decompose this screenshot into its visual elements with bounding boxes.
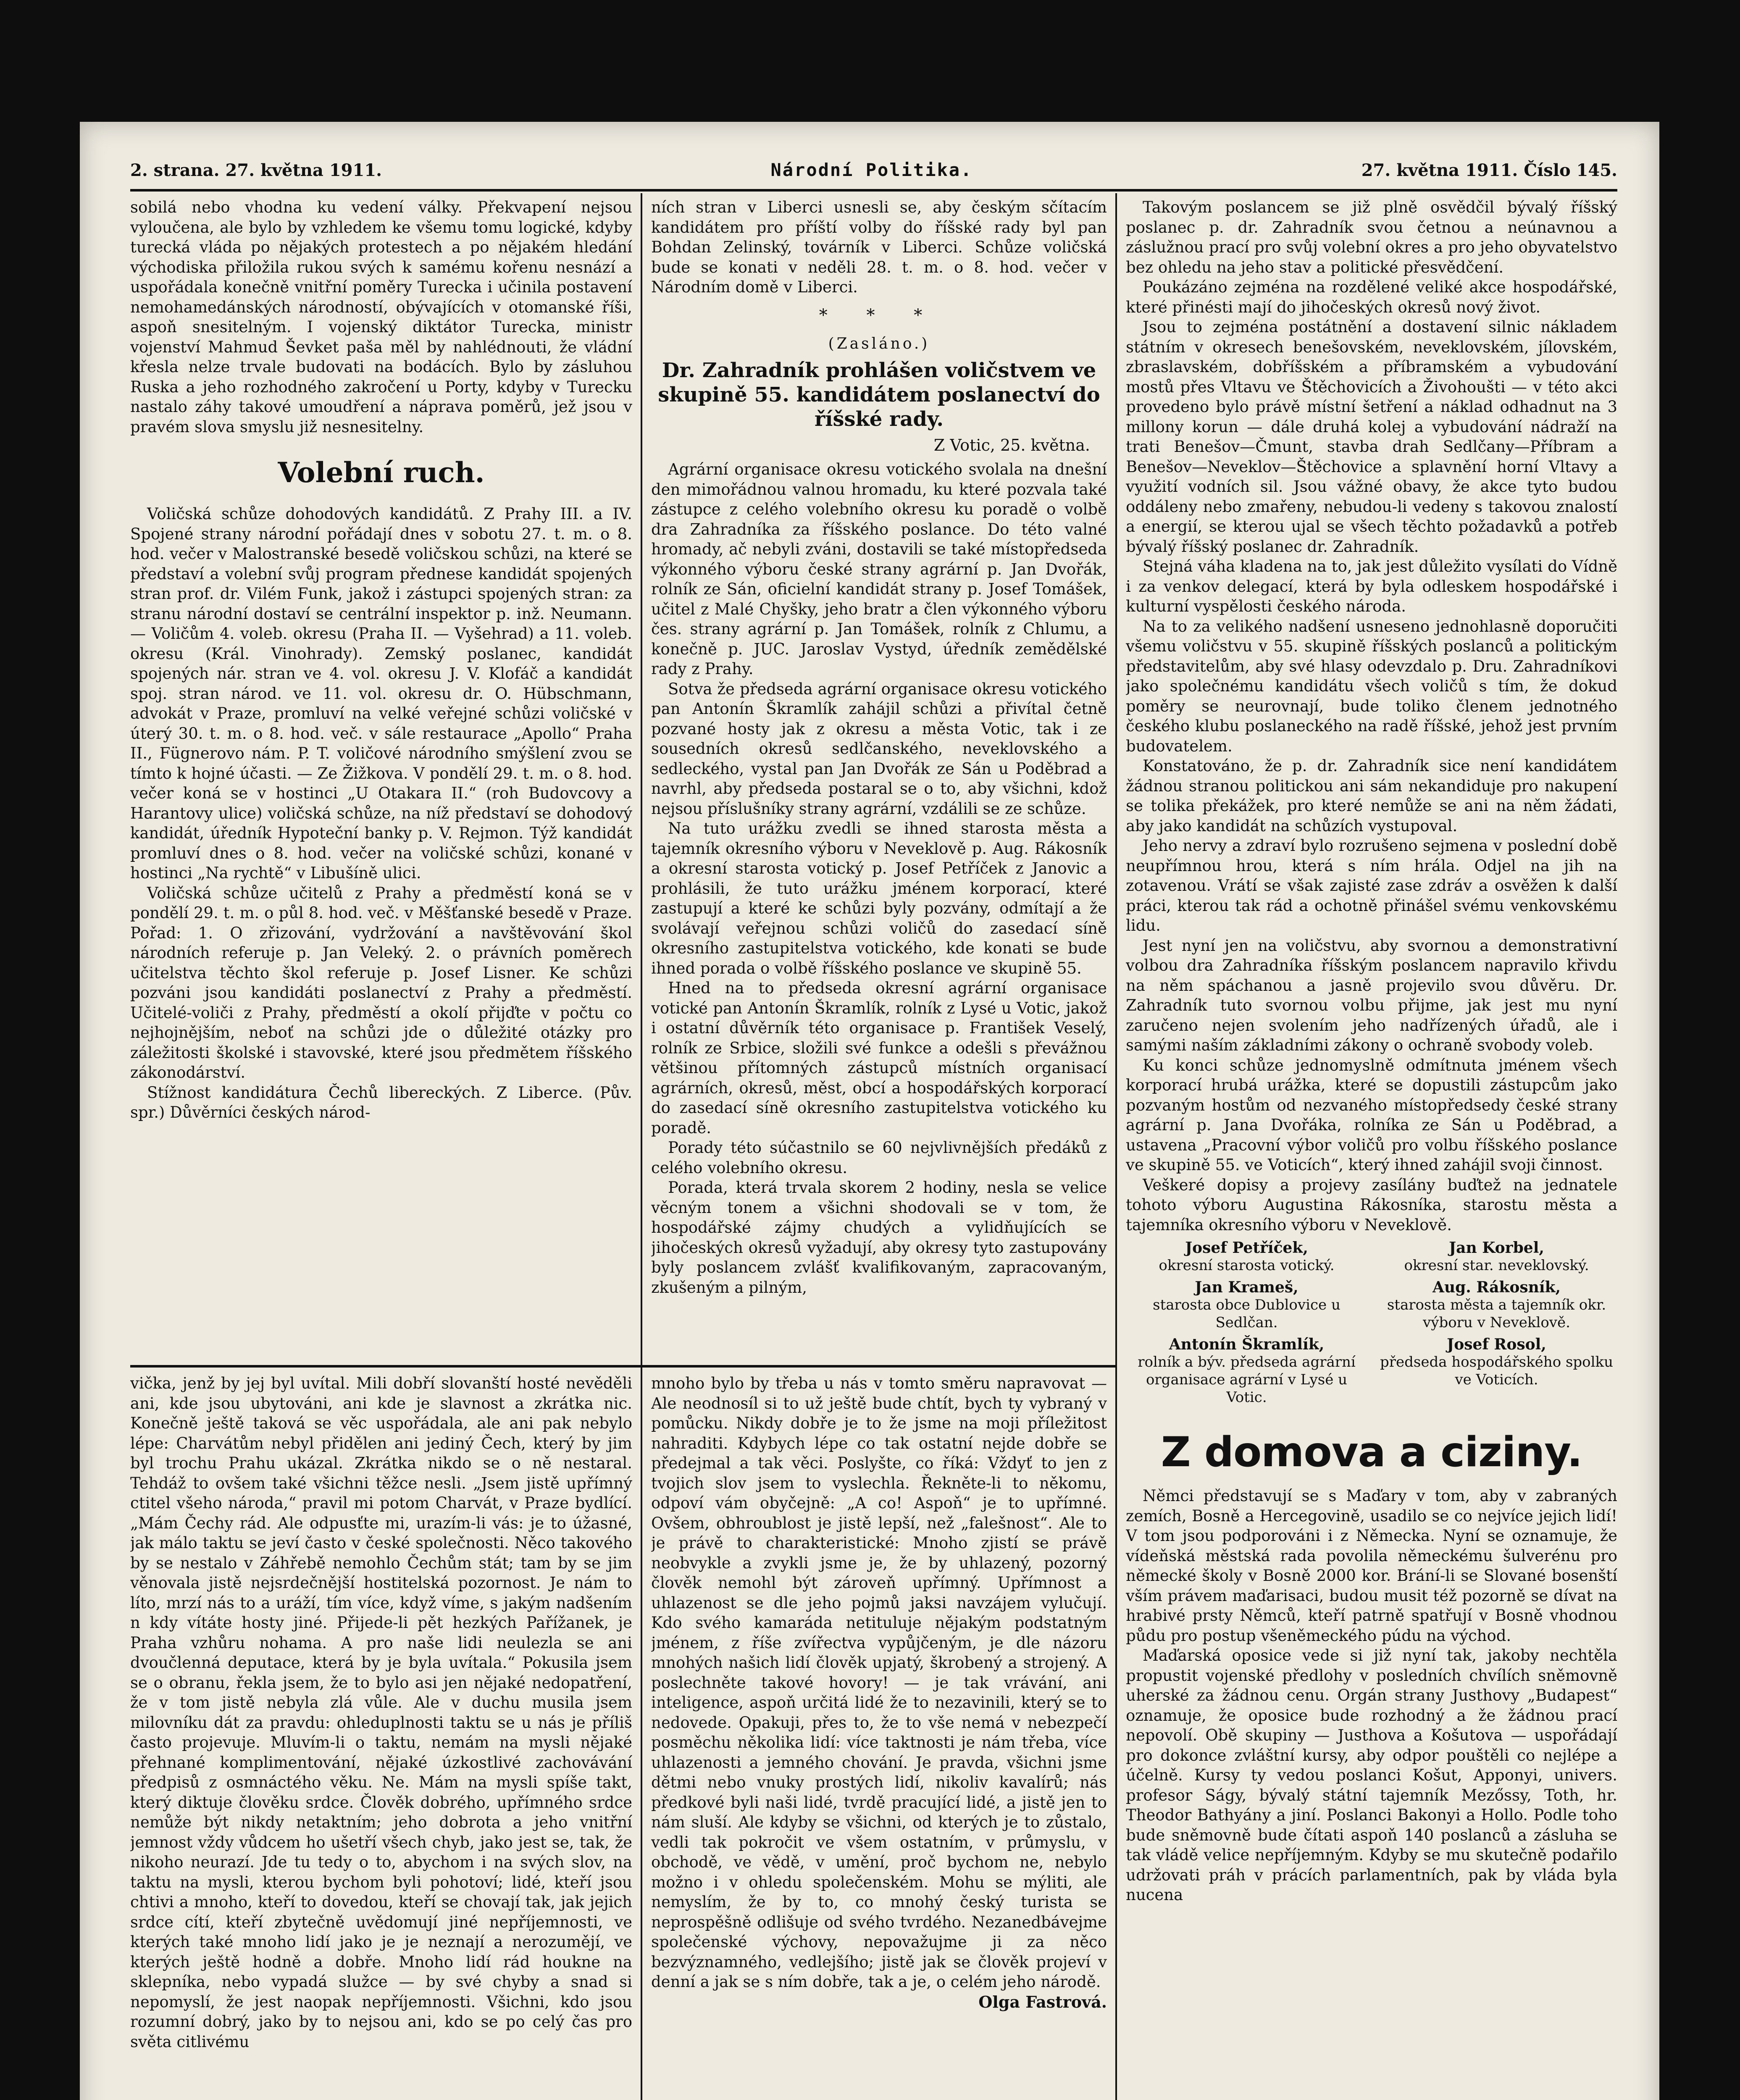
article-paragraph: Porada, která trvala skorem 2 hodiny, nesla se velice věcným tonem a všichni shodovali se v tom, že hospodářské zájmy chudých a vylidňujících se jihočeských okresů vyžadují, aby okresy tyto zastupovány byly poslancem zvlášť kvalifikovaným, zapracovaným, zkušeným a pilným, (651, 1179, 1107, 1297)
feuilleton-rule (130, 1365, 1115, 1368)
article-paragraph: Hned na to předseda okresní agrární organisace votické pan Antonín Škramlík, rolník z Lysé u Votic, jakož i ostatní důvěrník této organisace p. František Veselý, rolník ze Srbice, složili své funkce a odešli s převážnou většinou přítomných zástupců místních organisací agrárních, okresů, měst, obcí a hospodářských korporací do zasedací síně okresního zastupitelstva votického ku poradě. (651, 979, 1107, 1137)
signatory: Aug. Rákosník, starosta města a tajemník okr. výboru v Neveklově. (1387, 1278, 1606, 1331)
article-paragraph: Stejná váha kladena na to, jak jest důležito vysílati do Vídně i za venkov delegací, která by byla odleskem hospodářské i kulturní vyspělosti českého národa. (1126, 557, 1617, 615)
signatory: Josef Petříček, okresní starosta votický. (1159, 1239, 1335, 1274)
newspaper-title: Národní Politika. (770, 160, 973, 180)
column-2-feuilleton (651, 1373, 1107, 2100)
feuilleton-text: mnoho bylo by třeba u nás v tomto směru napravovat — Ale neodnosíl si to už ještě bude chtít, bych ty vybraný v pomůcku. Nikdy dobře je to že jsme na moji příležitost nahraditi. Kdybych lépe co tak ostatní nejde dobře se předejmal a tak věci. Poslyšte, co říká: Vždyť to jen z tvojich slov jsem to vyslechla. Řekněte-li to někomu, odpoví vám obyčejně: „A co! Aspoň“ je to upřímné. Ovšem, obhroublost je jistě lepší, než „falešnost“. Ale to je právě to charakteristické: Mnoho zjistí se právě neobvykle a zvykli jsme je, že by uhlazený, pozorný člověk nemohl být zároveň upřímný. Upřímnost a uhlazenost se dle jeho pojmů jaksi navzájem vylučují. Kdo svého kamaráda netituluje nějakým podstatným jménem, z říše zvířectva vypůjčeným, je dle názoru mnohých našich lidí člověk upjatý, škrobený a strojený. A poslechněte takové hovory! — je tak vrávání, ani inteligence, aspoň určitá lidé že to nezavinili, který se to nedovede. Opakuji, přes to, že to vše nemá v nebezpečí posměchu několika lidí: více taktnosti je nám třeba, více uhlazenosti a jemného chování. Je pravda, všichni jsme dětmi nebo vnuky prostých lidí, nikoliv kavalírů; nás předkové byli naši lidé, tvrdě pracující lidé, a jistě jen to nám sluší. Ale kdyby se všichni, od kterých je to zůstalo, vedli tak pokročit ve všem ostatním, v průmyslu, v obchodě, ve vědě, v umění, proč bychom ne, nebylo možno i v ohledu společenském. Mohu se mýliti, ale nemyslím, že by to, co mnohý český turista se neprospěšně odlišuje od svého tvrdého. Nezanedbávejme společenské výchovy, nepovažujme ji za něco bezvýznamného, vedlejšího; jistě jak se člověk projeví v denní a jak se s ním dobře, tak a je, o celém jeho národě. (651, 1374, 1107, 1991)
section-heading: Volební ruch. (278, 456, 485, 489)
zaslano-label: (Zasláno.) (828, 335, 930, 352)
header-rule (130, 189, 1617, 192)
article-paragraph: Stížnost kandidátura Čechů libereckých. Z Liberce. (Pův. spr.) Důvěrníci českých národ- (130, 1083, 632, 1121)
article-paragraph: Voličská schůze dohodových kandidátů. Z Prahy III. a IV. Spojené strany národní pořádají dnes v sobotu 27. t. m. o 8. hod. večer v Malostranské besedě voličskou schůzi, na které se představí a volební svůj program přednese kandidát spojených stran prof. dr. Vilém Funk, jakož i zástupci spojených stran: za stranu národní dostaví se centrální inspektor p. inž. Neumann. — Voličům 4. voleb. okresu (Praha II. — Vyšehrad) a 11. voleb. okresu (Král. Vinohrady). Zemský poslanec, kandidát spojených nár. stran ve 4. vol. okresu J. V. Klofáč a kandidát spoj. stran národ. ve 11. vol. okresu dr. O. Hübschmann, advokát v Praze, promluví na velké veřejné schůzi voličské v úterý 30. t. m. o 8. hod. več. v sále restaurace „Apollo“ Praha II., Fügnerovo nám. P. T. voličové národního smýšlení zvou se tímto k hojné účasti. — Ze Žižkova. V pondělí 29. t. m. o 8. hod. večer koná se v hostinci „U Otakara II.“ (roh Budovcovy a Harantovy ulice) voličská schůze, na níž představí se dohodový kandidát, úředník Hypoteční banky p. V. Rejmon. Týž kandidát promluví dnes o 8. hod. večer na voličské schůzi, konané v hostinci „Na rychtě“ v Libušíně ulici. (130, 505, 632, 882)
article-paragraph: Porady této súčastnilo se 60 nejvlivnějších předáků z celého volebního okresu. (651, 1139, 1107, 1177)
article-paragraph: Sotva že předseda agrární organisace okresu votického pan Antonín Škramlík zahájil schůzi a přivítal četně pozvané hosty jak z okresu a města Votic, tak i ze sousedních okresů sedlčanského, neveklovského a sedleckého, vystal pan Jan Dvořák ze Sán u Poděbrad a navrhl, aby předseda postaral se o to, aby všichni, kdož nejsou příslušníky strany agrární, vzdálili se ze schůze. (651, 680, 1107, 818)
column-3 (1126, 197, 1617, 2100)
header-right: 27. května 1911. Číslo 145. (1361, 160, 1617, 180)
column-1-feuilleton (130, 1373, 632, 2100)
signatory: Antonín Škramlík, rolník a býv. předseda agrární organisace agrární v Lysé u Votic. (1138, 1336, 1356, 1406)
separator-stars: * * * (819, 305, 939, 325)
article-paragraph: Jsou to zejména postátnění a dostavení silnic nákladem státním v okresech benešovském, neveklovském, jílovském, zbraslavském, dobříšském a příbramském a vybudování mostů přes Vltavu ve Štěchovicích a Živohoušti — v této akci provedeno bylo právě místní šetření a náklad odhadnut na 3 millony korun — dále druhá kolej a vybudování nádraží na trati Benešov—Čmunt, stavba drah Sedlčany—Příbram a Benešov—Neveklov—Štěchovice a splavnění horní Vltavy a využití vodních sil. Jsou vážné obavy, že akce tyto budou oddáleny nebo zmařeny, nebudou-li vedeny s takovou znalostí a energií, se kterou ujal se všech těchto požadavků a potřeb bývalý říšský poslanec dr. Zahradník. (1126, 318, 1617, 556)
article-text: sobilá nebo vhodna ku vedení války. Překvapení nejsou vyloučena, ale bylo by vzhledem ke všemu tomu logické, kdyby turecká vláda po nějakých protestech a po nějakém hledání východiska přiložila rukou svých k samému kořenu nesnází a uspořádala konečně vnitřní poměry Turecka i učinila postavení nemohamedánských národností, obývajících v otomanské říši, aspoň snesitelným. I vojenský diktátor Turecka, ministr vojenství Mahmud Ševket paša měl by nahlédnouti, že vládní křesla nelze trvale budovati na bodácích. Bylo by zásluhou Ruska a jeho rozhodného zakročení u Porty, kdyby v Turecku nastalo záhy takové umoudření a náprava poměrů, jež jsou v pravém slova smyslu již nesnesitelny. (130, 198, 632, 436)
article-paragraph: Jeho nervy a zdraví bylo rozrušeno sejmena v poslední době neupřímnou hrou, která s ním hrála. Odjel na jih na zotavenou. Vrátí se však zajisté zase zdráv a osvěžen k další práci, kterou tak rád a ochotně přinášel svému venkovskému lidu. (1126, 837, 1617, 934)
column-divider (641, 193, 642, 2100)
article-paragraph: Jest nyní jen na voličstvu, aby svornou a demonstrativní volbou dra Zahradníka říšským poslancem napravilo křivdu na něm spáchanou a jasně projevilo svou důvěru. Dr. Zahradník tuto svornou volbu přijme, jak jest mu nyní zaručeno nejen svolením jeho nadřízených úřadů, ale i samými naším základními zákony o ochraně svobody voleb. (1126, 936, 1617, 1054)
signatory: Jan Krameš, starosta obce Dublovice u Sedlčan. (1153, 1278, 1340, 1331)
section-banner: Z domova a ciziny. (1161, 1428, 1582, 1476)
signatory: Josef Rosol, předseda hospodářského spolku ve Voticích. (1380, 1336, 1614, 1388)
author-signature: Olga Fastrová. (978, 1992, 1107, 2011)
article-paragraph: Na tuto urážku zvedli se ihned starosta města a tajemník okresního výboru v Neveklově p. Aug. Rákosník a okresní starosta votický p. Josef Petříček z Janovic a prohlásili, že tuto urážku jménem korporací, které zastupují a které ke schůzi byly pozvány, odmítají a že svolávají veřejnou schůzi voličů do zasedací síně okresního zastupitelstva votického, kde konati se bude ihned porada o volbě říšského poslance ve skupině 55. (651, 819, 1107, 977)
article-paragraph: Ku konci schůze jednomyslně odmítnuta jménem všech korporací hrubá urážka, které se dopustili zástupcům jako pozvaným hostům od nezvaného místopředsedy české strany agrární p. Jana Dvořáka, rolníka ze Sán u Poděbrad, a ustavena „Pracovní výbor voličů pro volbu říšského poslance ve skupině 55. ve Voticích“, který ihned zahájil svoji činnost. (1126, 1056, 1617, 1174)
feuilleton-text: vička, jenž by jej byl uvítal. Mili dobří slovanští hosté nevěděli ani, kde jsou ubytováni, ani kde je slavnost a zkrátka nic. Konečně ještě taková se věc uspořádala, ale ani pak nebylo lépe: Charvátům nebyl přidělen ani jediný Čech, který by jim byl trochu Prahu ukázal. Zkrátka nikdo se o ně nestaral. Tehdáž to ovšem také všichni těžce nesli. „Jsem jistě upřímný ctitel všeho národa,“ pravil mi potom Charvát, v Praze bydlící. „Mám Čechy rád. Ale odpusťte mi, urazím-li vás: je to úžasné, jak málo taktu se jeví často v české společnosti. Něco takového by se nestalo v Záhřebě nemohlo Čechům stát; tam by se jim věnovala jistě nejsrdečnější hostitelská pozornost. Je nám to líto, mrzí nás to a uráží, tím více, když víme, s jakým nadšením n kdy vítáte hosty jiné. Přijede-li pět hezkých Pařížanek, je Praha vzhůru nohama. A pro naše lidi neulezla se ani dvoučlenná deputace, která by je byla uvítala.“ Pokusila jsem se o obranu, řekla jsem, že to bylo asi jen nějaké nedopatření, že v tom jistě nebyla zlá vůle. Ale v duchu musila jsem milovníku dát za pravdu: ohleduplnosti taktu se u nás je příliš často projevuje. Mluvím-li o taktu, nemám na mysli nějaké přehnané komplimentování, nějaké úzkostlivé zachovávání předpisů z osmnáctého věku. Ne. Mám na mysli spíše takt, který diktuje člověku srdce. Člověk dobrého, upřímného srdce nemůže být nikdy netaktním; jeho dobrota a jeho vnitřní jemnost vždy vůdcem ho ušetří všech chyb, jako jest se, tak, že nikoho neurazí. Jde tu tedy o to, abychom i na svých slov, na taktu na mysli, kterou bychom byli pohotoví; lidé, kteří jsou chtivi a mnoho, kteří to dovedou, kteří se chovají tak, jak jejich srdce cítí, kteří zbytečně uvědomují jiné nepříjemnosti, ve kterých také mnoho lidí jako je je neznají a nerozumějí, ve kterých ještě hodně a dobře. Mnoho lidí rád houkne na sklepníka, nebo vypadá služce — by své chyby a snad si nepomyslí, že jest naopak nepříjemnosti. Všichni, kdo jsou rozumní dobrý, jako by to nejsou ani, kdo se po celý čas pro světa citlivému (130, 1374, 632, 2051)
article-paragraph: Němci představují se s Maďary v tom, aby v zabraných zemích, Bosně a Hercegovině, usadilo se co nejvíce jejich lidí! V tom jsou podporováni i z Německa. Nyní se oznamuje, že vídeňská městská rada povolila německému šulverénu pro německé školy v Bosně 2000 kor. Brání-li se Slované bosenští vším právem maďarisaci, budou musit též pozorně se dívat na hrabivé prsty Němců, kteří patrně spatřují v Bosně vhodnou půdu pro postup všeněmeckého púdu na východ. (1126, 1487, 1617, 1645)
column-2-top (651, 197, 1107, 1361)
article-paragraph: Veškeré dopisy a projevy zasílány buďtež na jednatele tohoto výboru Augustina Rákosníka, starostu města a tajemníka okresního výboru v Neveklově. (1126, 1176, 1617, 1234)
article-paragraph: Takovým poslancem se již plně osvědčil bývalý říšský poslanec p. dr. Zahradník svou četnou a neúnavnou a záslužnou prací pro svůj volební okres a pro jeho obyvatelstvo bez ohledu na jeho stav a politické přesvědčení. (1126, 198, 1617, 276)
article-paragraph: ních stran v Liberci usnesli se, aby českým sčítacím kandidátem pro příští volby do říšské rady byl pan Bohdan Zelinský, továrník v Liberci. Schůze voličská bude se konati v neděli 28. t. m. o 8. hod. večer v Národním domě v Liberci. (651, 198, 1107, 296)
masthead (130, 160, 1617, 185)
signatory: Jan Korbel, okresní star. neveklovský. (1404, 1239, 1589, 1274)
column-1-top (130, 197, 632, 1361)
header-left: 2. strana. 27. května 1911. (130, 160, 382, 180)
newspaper-page (80, 122, 1659, 2100)
article-paragraph: Konstatováno, že p. dr. Zahradník sice není kandidátem žádnou stranou politickou ani sám nekandiduje pro nakupení se tolika překážek, pro které nemůže se ani na něm žádati, aby jako kandidát na schůzích vystupoval. (1126, 757, 1617, 835)
article-paragraph: Maďarská oposice vede si již nyní tak, jakoby nechtěla propustit vojenské předlohy v posledních chvílích sněmovně uherské za žádnou cenu. Orgán strany Justhovy „Budapest“ oznamuje, že oposice bude rozhodný a že žádnou prací nepovolí. Obě skupiny — Justhova a Košutova — uspořádají pro dokonce zvláštní kursy, aby odpor pouštěli co nejlépe a účelně. Kursy ty vedou poslanci Košut, Apponyi, univers. profesor Ságy, bývalý státní tajemník Mezőssy, Toth, hr. Theodor Bathyány a jiní. Poslanci Bakonyi a Hollo. Podle toho bude sněmovně bude čítati aspoň 140 poslanců a zásluha se tak vládě velice nepříjemným. Kdyby se mu skutečně podařilo udržovati práh v prácích parlamentních, pak by vláda byla nucena (1126, 1646, 1617, 1904)
article-headline: Dr. Zahradník prohlášen voličstvem ve skupině 55. kandidátem poslanectví do říšské rady. (658, 358, 1100, 431)
signatories (1126, 1239, 1617, 1410)
article-paragraph: Na to za velikého nadšení usneseno jednohlasně doporučiti všemu voličstvu v 55. skupině říšských poslanců a politickým představitelům, aby své hlasy odevzdalo p. Dru. Zahradníkovi jako společnému kandidátu všech voličů s tím, že dokud poměry se neurovnají, bude toliko členem jednotného českého klubu poslaneckého na radě říšské, jehož jest prvním budovatelem. (1126, 617, 1617, 755)
dateline: Z Votic, 25. května. (933, 436, 1090, 454)
article-paragraph: Voličská schůze učitelů z Prahy a předměstí koná se v pondělí 29. t. m. o půl 8. hod. več. v Měšťanské besedě v Praze. Pořad: 1. O zřizování, vydržování a navštěvování škol národních referuje p. Jan Veleký. 2. o právních poměrech učitelstva těchto škol referuje p. Josef Lisner. Ke schůzi pozváni jsou kandidáti poslanectví z Prahy a předměstí. Učitelé-voliči z Prahy, předměstí a okolí přijďte v počtu co nejhojnějším, neboť na schůzi jde o důležité otázky pro záležitosti školské i stavovské, které jsou předmětem říšského zákonodárství. (130, 884, 632, 1082)
article-paragraph: Poukázáno zejména na rozdělené veliké akce hospodářské, které přinésti mají do jihočeských okresů nový život. (1126, 278, 1617, 316)
column-divider (1115, 193, 1117, 2100)
article-paragraph: Agrární organisace okresu votického svolala na dnešní den mimořádnou valnou hromadu, ku které pozvala také zástupce z celého volebního okresu ku poradě o volbě dra Zahradníka za říšského poslance. Do této valné hromady, ač nebyli zváni, dostavili se také místopředseda výkonného výboru české strany agrární p. Jan Dvořák, rolník ze Sán, oficielní kandidát strany p. Josef Tomášek, učitel z Malé Chyšky, jeho bratr a člen výkonného výboru čes. strany agrární p. Jan Tomášek, rolník z Chlumu, a konečně p. JUC. Jaroslav Vystyd, úředník zemědělské rady z Prahy. (651, 460, 1107, 678)
